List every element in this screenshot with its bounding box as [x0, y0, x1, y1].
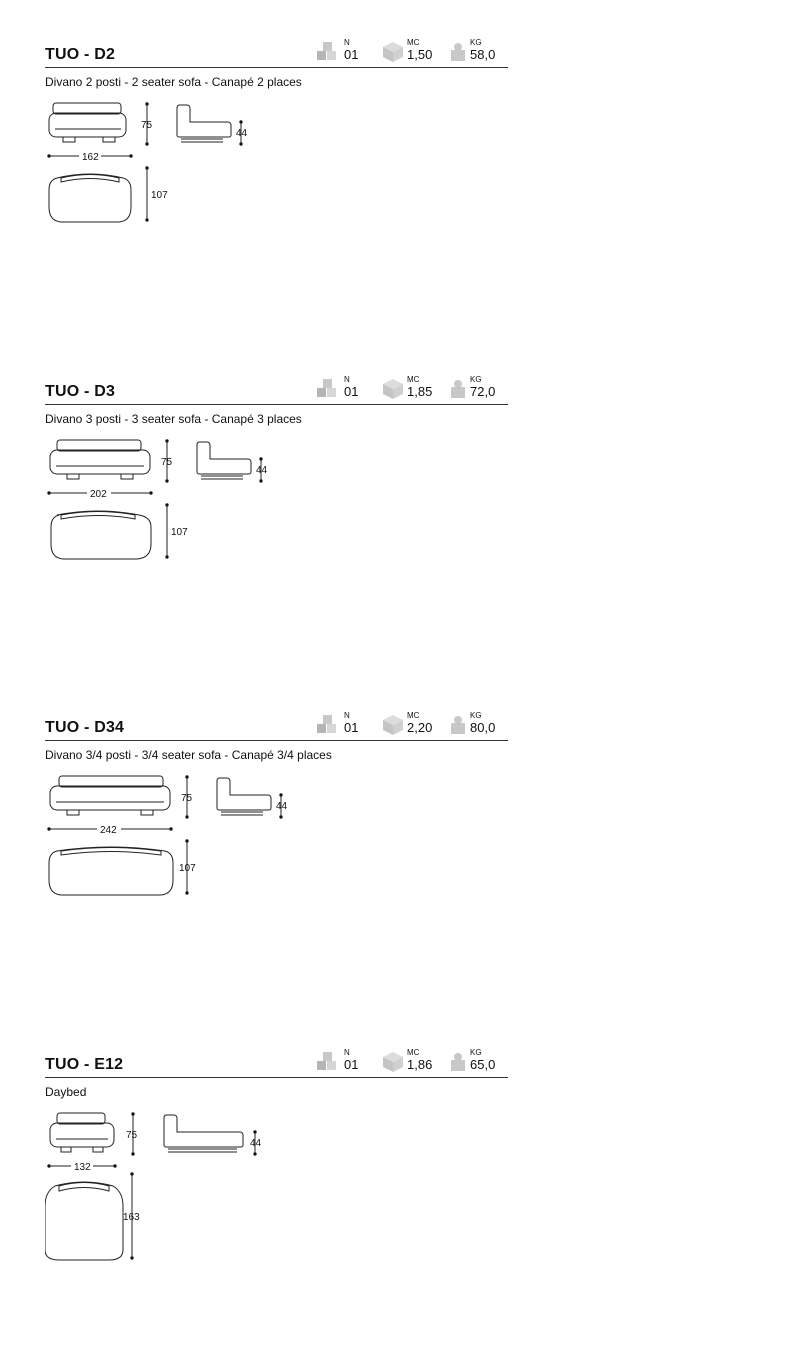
spec-mc-value: 1,50: [407, 47, 433, 62]
spec-mc-label: MC: [407, 711, 420, 720]
seat-height-value: 44: [236, 128, 248, 139]
product-tuo-d2: [45, 38, 508, 338]
side-view: [177, 105, 231, 142]
seat-height-value: 44: [256, 465, 268, 476]
dimension-drawing: [45, 773, 305, 903]
product-tuo-d3: [45, 375, 508, 675]
dimension-drawing: [45, 437, 305, 567]
product-description: Divano 3/4 posti - 3/4 seater sofa - Canapé 3/4 places: [45, 748, 332, 762]
spec-kg-label: KG: [470, 38, 482, 47]
top-view: [49, 847, 173, 895]
specs-row: [317, 375, 508, 401]
height-value: 75: [126, 1130, 138, 1141]
spec-n-label: N: [344, 1048, 350, 1057]
width-value: 162: [82, 152, 99, 163]
side-view: [217, 778, 271, 815]
top-view: [45, 1182, 123, 1260]
spec-mc-value: 1,86: [407, 1057, 433, 1072]
side-view: [164, 1115, 243, 1152]
height-value: 75: [181, 793, 193, 804]
product-tuo-e12: [45, 1048, 508, 1348]
dimension-drawing: [45, 100, 305, 230]
divider: [45, 67, 508, 68]
specs-row: [317, 711, 508, 737]
spec-n-label: N: [344, 711, 350, 720]
divider: [45, 740, 508, 741]
divider: [45, 1077, 508, 1078]
top-view: [51, 511, 151, 559]
width-value: 132: [74, 1162, 91, 1173]
spec-kg-value: 72,0: [470, 384, 496, 399]
width-value: 242: [100, 825, 117, 836]
spec-mc-label: MC: [407, 1048, 420, 1057]
depth-dimension: [166, 504, 168, 558]
spec-kg-label: KG: [470, 711, 482, 720]
product-description: Divano 2 posti - 2 seater sofa - Canapé 2 places: [45, 75, 302, 89]
boxes-icon: [317, 1052, 339, 1072]
front-view: [50, 1113, 114, 1152]
front-view: [50, 776, 170, 815]
height-value: 75: [161, 457, 173, 468]
seat-height-value: 44: [250, 1138, 262, 1149]
specs-row: [317, 38, 508, 64]
width-value: 202: [90, 489, 107, 500]
spec-n-value: 01: [344, 47, 359, 62]
product-code: TUO - D2: [45, 46, 116, 63]
spec-kg-value: 58,0: [470, 47, 496, 62]
product-code: TUO - D34: [45, 719, 125, 736]
spec-n-value: 01: [344, 384, 359, 399]
spec-kg-value: 80,0: [470, 720, 496, 735]
front-view: [50, 440, 150, 479]
weight-icon: [450, 1052, 472, 1072]
cube-icon: [383, 715, 405, 735]
height-value: 75: [141, 120, 153, 131]
spec-mc-value: 1,85: [407, 384, 433, 399]
depth-dimension: [146, 167, 148, 221]
spec-n-label: N: [344, 38, 350, 47]
dimension-drawing: [45, 1110, 305, 1270]
seat-height-value: 44: [276, 801, 288, 812]
spec-mc-value: 2,20: [407, 720, 433, 735]
front-view: [49, 103, 126, 142]
side-view: [197, 442, 251, 479]
product-description: Divano 3 posti - 3 seater sofa - Canapé 3 places: [45, 412, 302, 426]
boxes-icon: [317, 42, 339, 62]
cube-icon: [383, 379, 405, 399]
depth-value: 163: [123, 1212, 140, 1223]
spec-n-label: N: [344, 375, 350, 384]
product-code: TUO - E12: [45, 1056, 124, 1073]
divider: [45, 404, 508, 405]
depth-value: 107: [151, 190, 168, 201]
product-code: TUO - D3: [45, 383, 116, 400]
spec-mc-label: MC: [407, 38, 420, 47]
specs-row: [317, 1048, 508, 1074]
spec-mc-label: MC: [407, 375, 420, 384]
boxes-icon: [317, 715, 339, 735]
spec-n-value: 01: [344, 1057, 359, 1072]
product-description: Daybed: [45, 1085, 87, 1099]
spec-kg-label: KG: [470, 1048, 482, 1057]
spec-kg-label: KG: [470, 375, 482, 384]
weight-icon: [450, 42, 472, 62]
depth-value: 107: [179, 863, 196, 874]
spec-n-value: 01: [344, 720, 359, 735]
top-view: [49, 174, 131, 222]
cube-icon: [383, 1052, 405, 1072]
depth-value: 107: [171, 527, 188, 538]
boxes-icon: [317, 379, 339, 399]
spec-kg-value: 65,0: [470, 1057, 496, 1072]
weight-icon: [450, 379, 472, 399]
product-tuo-d34: [45, 711, 508, 1011]
weight-icon: [450, 715, 472, 735]
cube-icon: [383, 42, 405, 62]
